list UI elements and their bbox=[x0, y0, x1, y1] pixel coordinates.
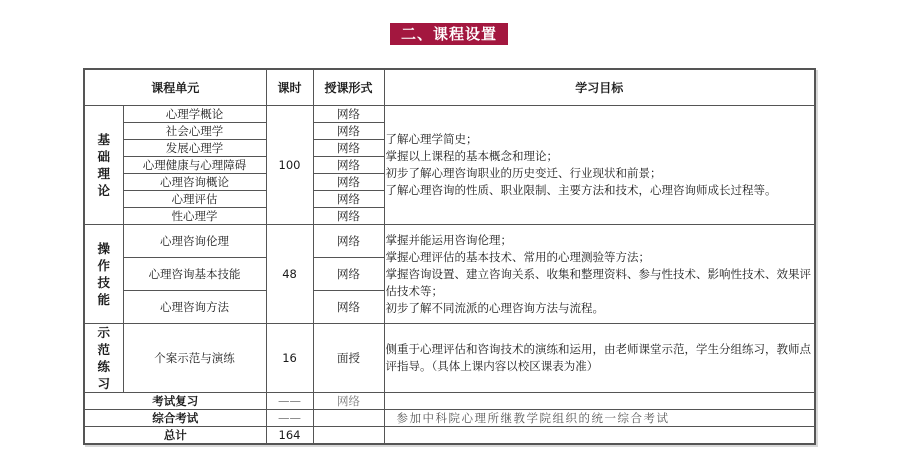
course-format: 网络 bbox=[313, 140, 384, 157]
table-row bbox=[84, 225, 815, 258]
hours-demo-practice: 16 bbox=[266, 324, 313, 393]
row-label: 总计 bbox=[84, 427, 266, 445]
course-name: 心理评估 bbox=[123, 191, 266, 208]
course-format: 网络 bbox=[313, 123, 384, 140]
course-format: 面授 bbox=[313, 324, 384, 393]
course-table bbox=[83, 68, 816, 445]
course-format: 网络 bbox=[313, 208, 384, 225]
course-format: 网络 bbox=[313, 106, 384, 123]
row-format bbox=[313, 410, 384, 427]
course-name: 心理咨询方法 bbox=[123, 291, 266, 324]
course-name: 心理咨询基本技能 bbox=[123, 258, 266, 291]
goals-basic-theory: 了解心理学简史； 掌握以上课程的基本概念和理论； 初步了解心理咨询职业的历史变迁、行业现状和前景； 了解心理咨询的性质、职业限制、主要方法和技术，心理咨询师成长过程等。 bbox=[384, 106, 815, 225]
header-format: 授课形式 bbox=[313, 69, 384, 106]
category-operational-skills: 操 作 技 能 bbox=[84, 225, 123, 324]
table-row bbox=[84, 324, 815, 393]
header-goals: 学习目标 bbox=[384, 69, 815, 106]
table-row-final-exam bbox=[84, 410, 815, 427]
course-name: 社会心理学 bbox=[123, 123, 266, 140]
row-format bbox=[313, 427, 384, 445]
row-goals bbox=[384, 427, 815, 445]
goals-operational-skills: 掌握并能运用咨询伦理； 掌握心理评估的基本技术、常用的心理测验等方法； 掌握咨询设置、建立咨询关系、收集和整理资料、参与性技术、影响性技术、效果评估技术等； 初步了解不同流派的心理咨询方法与流程。 bbox=[384, 225, 815, 324]
table-row-total bbox=[84, 427, 815, 445]
row-goals bbox=[384, 393, 815, 410]
row-hours: —— bbox=[266, 393, 313, 410]
course-name: 心理健康与心理障碍 bbox=[123, 157, 266, 174]
row-label: 综合考试 bbox=[84, 410, 266, 427]
hours-basic-theory: 100 bbox=[266, 106, 313, 225]
course-name: 发展心理学 bbox=[123, 140, 266, 157]
header-hours: 课时 bbox=[266, 69, 313, 106]
course-name: 性心理学 bbox=[123, 208, 266, 225]
section-title: 二、课程设置 bbox=[390, 23, 508, 45]
row-goals: 参加中科院心理所继教学院组织的统一综合考试 bbox=[384, 410, 815, 427]
course-format: 网络 bbox=[313, 157, 384, 174]
course-name: 心理咨询概论 bbox=[123, 174, 266, 191]
hours-operational-skills: 48 bbox=[266, 225, 313, 324]
table-row-exam-review bbox=[84, 393, 815, 410]
table-header-row bbox=[84, 69, 815, 106]
course-name: 心理学概论 bbox=[123, 106, 266, 123]
row-label: 考试复习 bbox=[84, 393, 266, 410]
category-demo-practice: 示 范 练 习 bbox=[84, 324, 123, 393]
course-name: 心理咨询伦理 bbox=[123, 225, 266, 258]
table-row bbox=[84, 106, 815, 123]
header-unit: 课程单元 bbox=[84, 69, 266, 106]
category-basic-theory: 基 础 理 论 bbox=[84, 106, 123, 225]
course-format: 网络 bbox=[313, 191, 384, 208]
course-format: 网络 bbox=[313, 225, 384, 258]
row-hours: 164 bbox=[266, 427, 313, 445]
course-format: 网络 bbox=[313, 291, 384, 324]
row-hours: —— bbox=[266, 410, 313, 427]
course-name: 个案示范与演练 bbox=[123, 324, 266, 393]
row-format: 网络 bbox=[313, 393, 384, 410]
goals-demo-practice: 侧重于心理评估和咨询技术的演练和运用，由老师课堂示范，学生分组练习，教师点评指导。（具体上课内容以校区课表为准） bbox=[384, 324, 815, 393]
course-format: 网络 bbox=[313, 174, 384, 191]
course-format: 网络 bbox=[313, 258, 384, 291]
